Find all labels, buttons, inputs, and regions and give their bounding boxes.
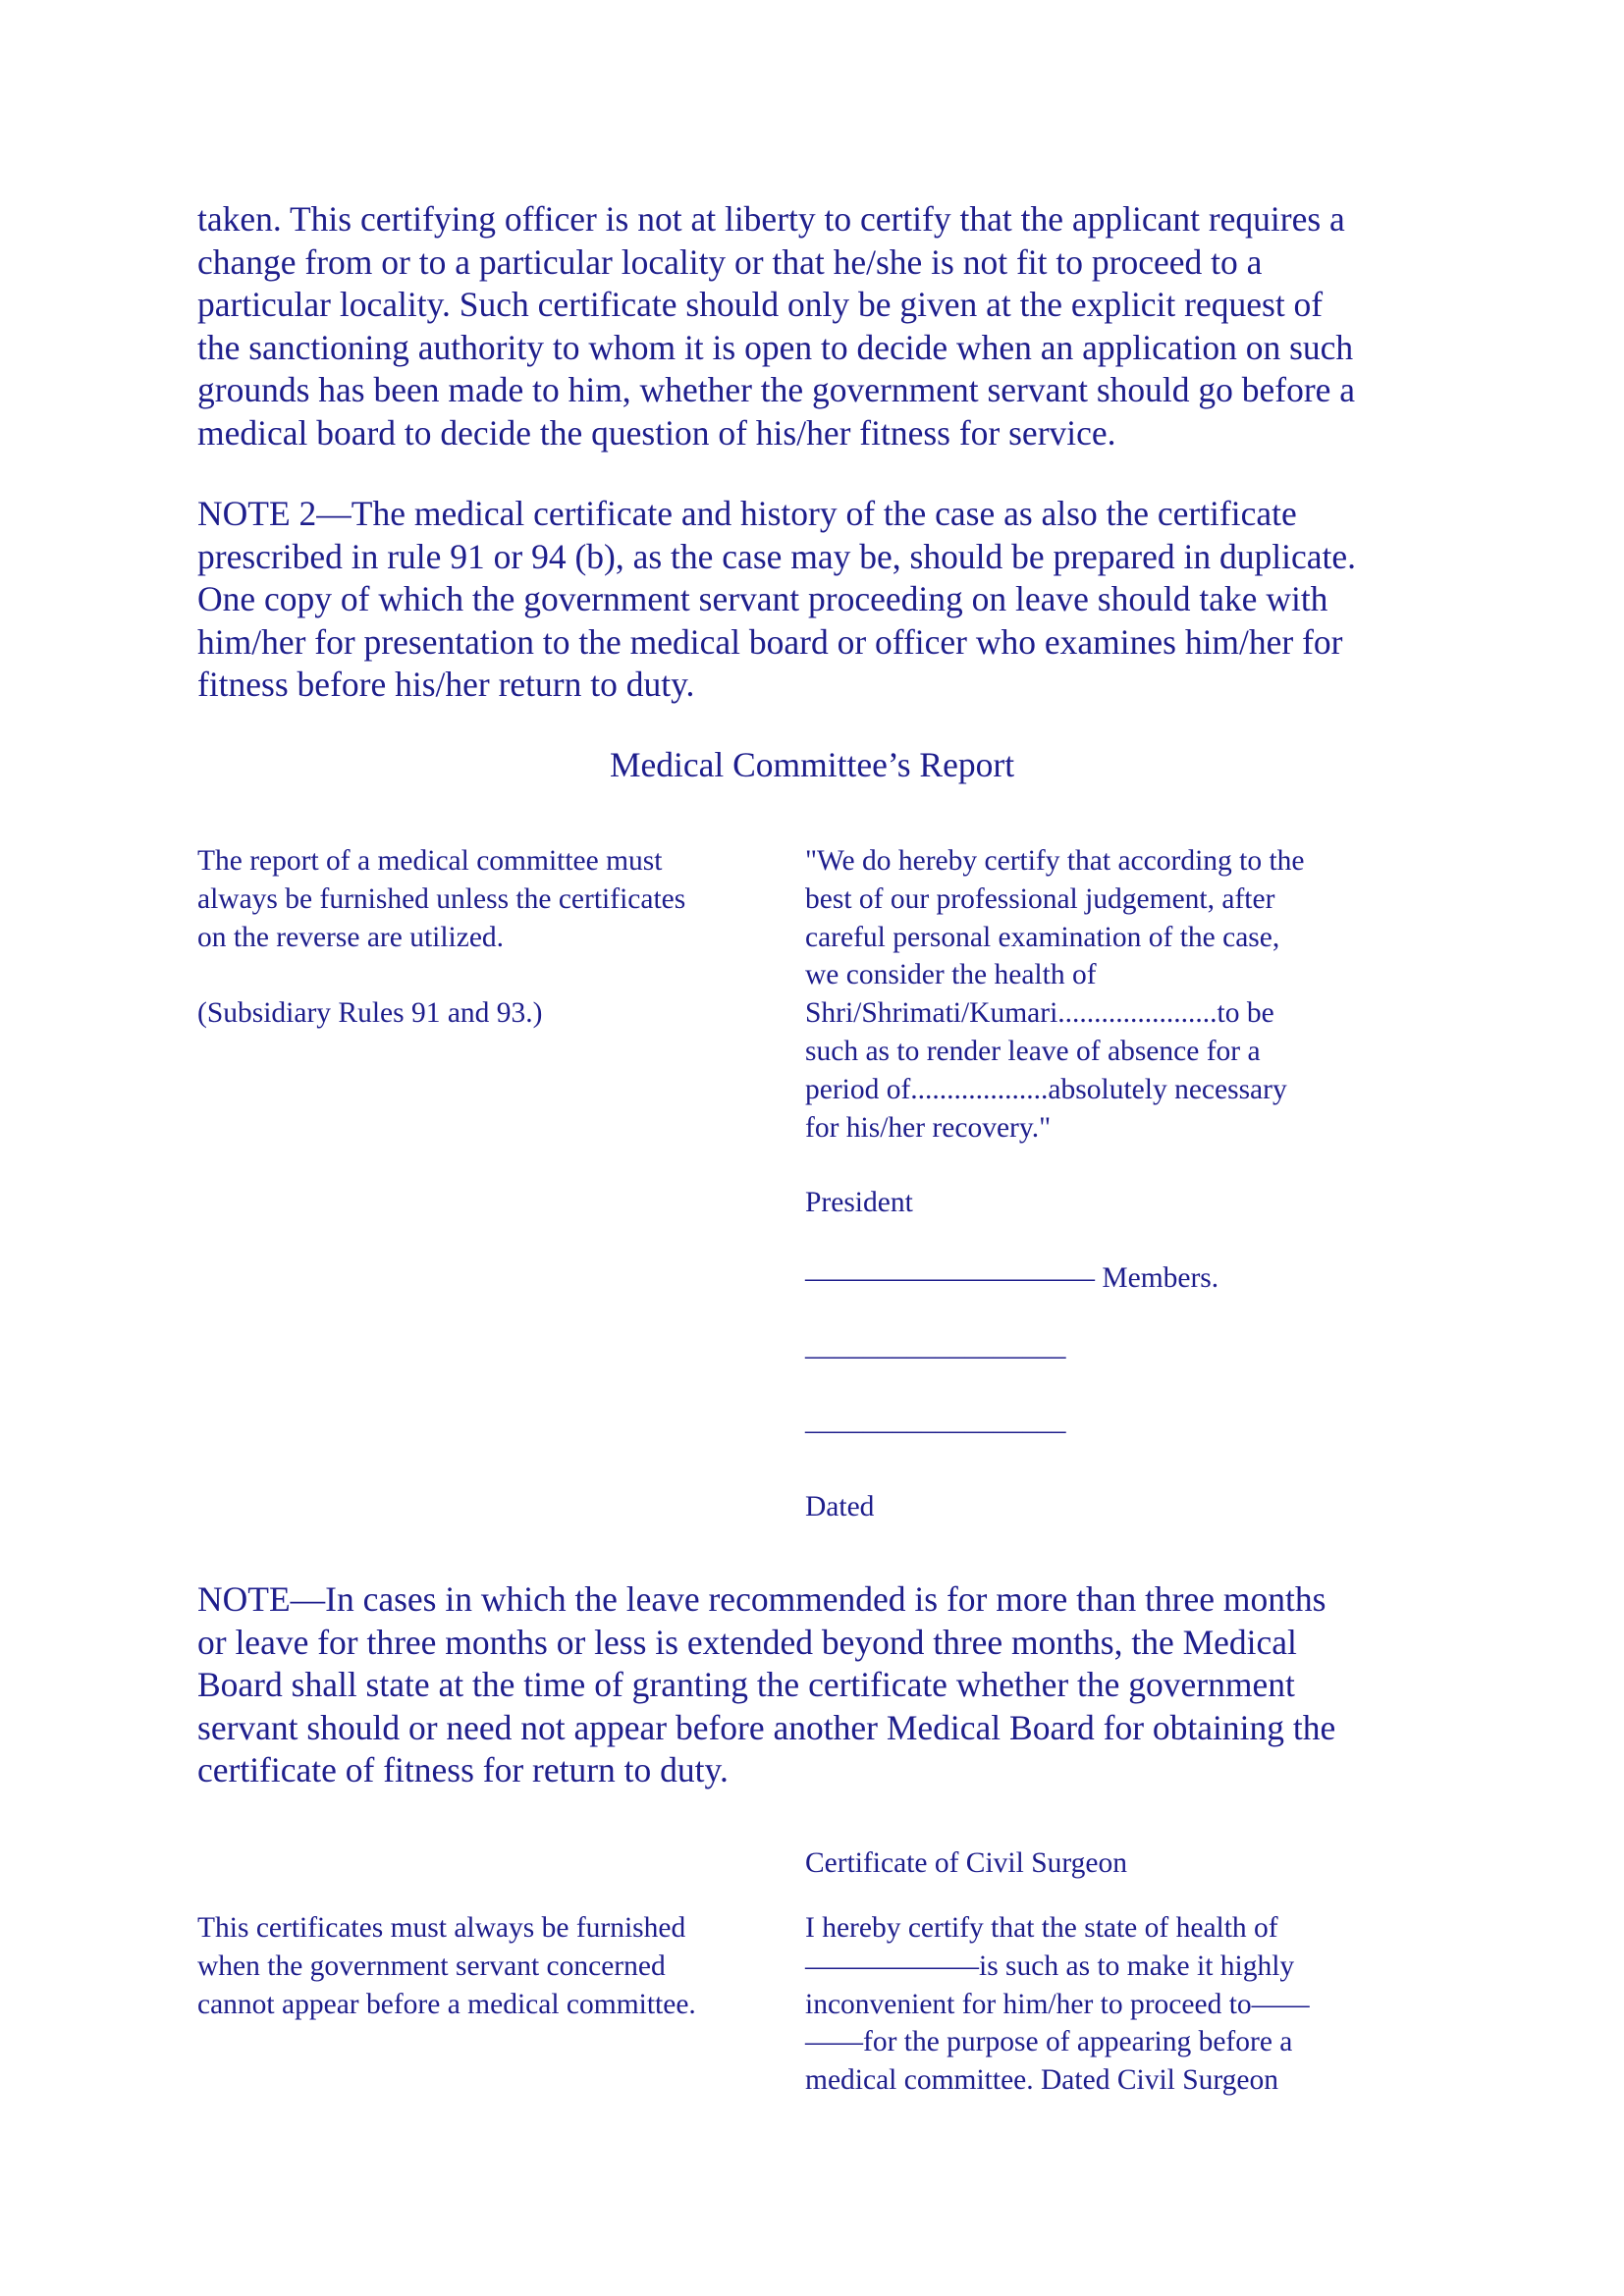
member-signature-blank-1: __________________ — [805, 1330, 1066, 1362]
civil-surgeon-instructions — [197, 1909, 777, 2023]
paragraph-certifying-officer — [197, 198, 1444, 455]
text-line: inconvenient for him/her to proceed to—— — [805, 1988, 1310, 2020]
text-line: him/her for presentation to the medical board or officer who examines him/her for — [197, 621, 1343, 662]
text-line: such as to render leave of absence for a — [805, 1035, 1261, 1067]
committee-certificate-text — [805, 842, 1434, 1147]
text-line: cannot appear before a medical committee. — [197, 1988, 696, 2020]
text-line: best of our professional judgement, after — [805, 882, 1275, 915]
text-line: we consider the health of — [805, 959, 1097, 991]
president-label: President — [805, 1187, 913, 1218]
text-line: careful personal examination of the case, — [805, 921, 1280, 953]
member-signature-blank-2: __________________ — [805, 1405, 1066, 1436]
text-line: the sanctioning authority to whom it is open to decide when an application on such — [197, 327, 1354, 367]
text-line: or leave for three months or less is extended beyond three months, the Medical — [197, 1622, 1297, 1662]
text-line: medical board to decide the question of his/her fitness for service. — [197, 412, 1116, 453]
text-line: prescribed in rule 91 or 94 (b), as the case may be, should be prepared in duplicate. — [197, 536, 1356, 576]
text-line: I hereby certify that the state of health of — [805, 1912, 1278, 1944]
text-line: "We do hereby certify that according to the — [805, 845, 1305, 877]
text-line: Board shall state at the time of granting the certificate whether the government — [197, 1665, 1295, 1705]
text-line: fitness before his/her return to duty. — [197, 665, 695, 705]
dated-label: Dated — [805, 1491, 875, 1522]
text-line: Shri/Shrimati/Kumari......................to be — [805, 997, 1274, 1030]
text-line: when the government servant concerned — [197, 1949, 666, 1982]
text-line: period of...................absolutely necessary — [805, 1073, 1287, 1105]
text-line: medical committee. Dated Civil Surgeon — [805, 2064, 1278, 2097]
subsidiary-rules-reference: (Subsidiary Rules 91 and 93.) — [197, 997, 543, 1029]
text-line: ——for the purpose of appearing before a — [805, 2026, 1293, 2058]
text-line: ——————is such as to make it highly — [805, 1949, 1295, 1982]
medical-committee-report-heading: Medical Committee’s Report — [609, 745, 1015, 784]
note-medical-board-paragraph — [197, 1578, 1444, 1792]
text-line: NOTE 2—The medical certificate and history of the case as also the certificate — [197, 494, 1297, 533]
text-line: servant should or need not appear before another Medical Board for obtaining the — [197, 1707, 1336, 1747]
text-line: on the reverse are utilized. — [197, 921, 505, 953]
text-line: change from or to a particular locality or that he/she is not fit to proceed to a — [197, 241, 1263, 282]
civil-surgeon-certificate-text — [805, 1909, 1434, 2100]
text-line: The report of a medical committee must — [197, 845, 663, 877]
text-line: taken. This certifying officer is not at liberty to certify that the applicant requires a — [197, 199, 1345, 239]
text-line: One copy of which the government servant proceeding on leave should take with — [197, 579, 1328, 619]
text-line: NOTE—In cases in which the leave recommended is for more than three months — [197, 1579, 1326, 1619]
members-signature-line: —————————— Members. — [805, 1262, 1219, 1294]
text-line: particular locality. Such certificate should only be given at the explicit request of — [197, 285, 1324, 325]
text-line: certificate of fitness for return to duty. — [197, 1750, 729, 1790]
civil-surgeon-heading: Certificate of Civil Surgeon — [805, 1847, 1127, 1879]
note-2-paragraph — [197, 493, 1444, 707]
text-line: This certificates must always be furnished — [197, 1912, 686, 1944]
text-line: grounds has been made to him, whether the government servant should go before a — [197, 370, 1356, 410]
text-line: for his/her recovery." — [805, 1111, 1052, 1144]
committee-report-instructions — [197, 842, 777, 956]
text-line: always be furnished unless the certificates — [197, 882, 686, 915]
